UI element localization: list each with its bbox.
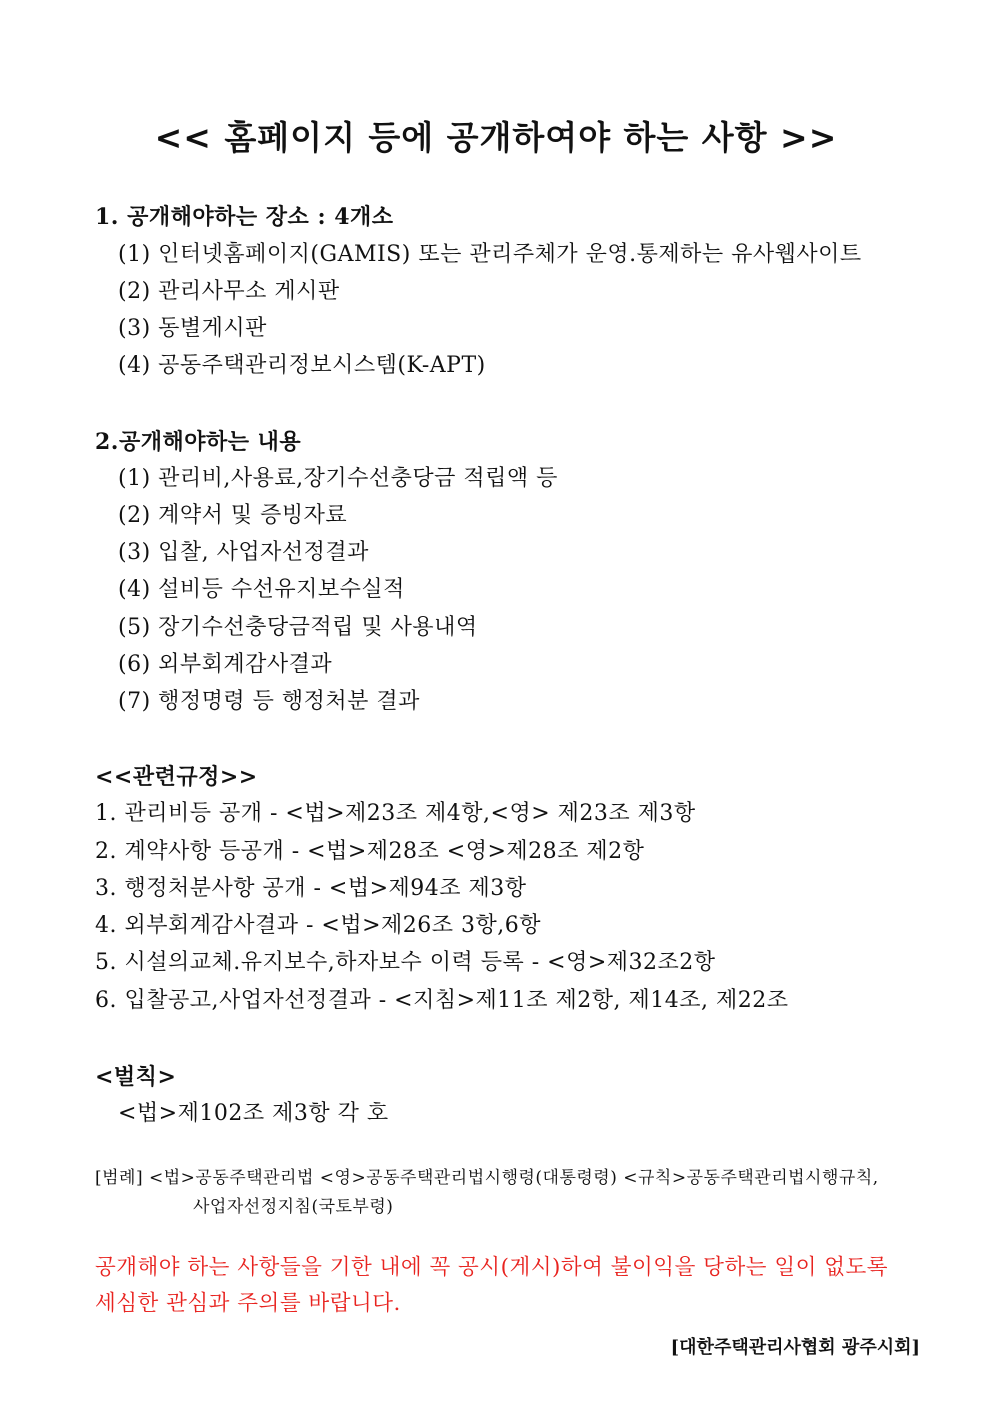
signature: [대한주택관리사협회 광주시회] <box>670 1337 920 1358</box>
regulation-item: 1. 관리비등 공개 - <법>제23조 제4항,<영> 제23조 제3항 <box>95 801 696 826</box>
section3-heading: <<관련규정>> <box>95 764 258 790</box>
section1-item: (4) 공동주택관리정보시스템(K-APT) <box>118 353 486 378</box>
section2-heading: 2.공개해야하는 내용 <box>95 429 302 455</box>
section1-heading: 1. 공개해야하는 장소 : 4개소 <box>95 204 394 230</box>
section2-item: (1) 관리비,사용료,장기수선충당금 적립액 등 <box>118 466 558 491</box>
warning-line-1: 공개해야 하는 사항들을 기한 내에 꼭 공시(게시)하여 불이익을 당하는 일이 없도록 <box>95 1255 888 1280</box>
page-title: << 홈페이지 등에 공개하여야 하는 사항 >> <box>154 118 838 157</box>
section2-item: (5) 장기수선충당금적립 및 사용내역 <box>118 615 478 640</box>
regulation-item: 2. 계약사항 등공개 - <법>제28조 <영>제28조 제2항 <box>95 839 645 864</box>
legend-line-1: [범례] <법>공동주택관리법 <영>공동주택관리법시행령(대통령령) <규칙>공동주택관리법시행규칙, <box>95 1168 879 1188</box>
regulation-item: 4. 외부회계감사결과 - <법>제26조 3항,6항 <box>95 913 542 938</box>
section1-item: (1) 인터넷홈페이지(GAMIS) 또는 관리주체가 운영.통제하는 유사웹사이트 <box>118 242 862 267</box>
regulation-item: 6. 입찰공고,사업자선정결과 - <지침>제11조 제2항, 제14조, 제22조 <box>95 988 789 1013</box>
section2-item: (2) 계약서 및 증빙자료 <box>118 503 348 528</box>
penalty-heading: <벌칙> <box>95 1064 177 1090</box>
section1-item: (2) 관리사무소 게시판 <box>118 279 340 304</box>
section2-item: (4) 설비등 수선유지보수실적 <box>118 577 405 602</box>
regulation-item: 3. 행정처분사항 공개 - <법>제94조 제3항 <box>95 876 527 901</box>
legend-line-2: 사업자선정지침(국토부령) <box>193 1197 394 1217</box>
warning-line-2: 세심한 관심과 주의를 바랍니다. <box>95 1291 401 1316</box>
section2-item: (3) 입찰, 사업자선정결과 <box>118 540 369 565</box>
penalty-item: <법>제102조 제3항 각 호 <box>118 1101 389 1126</box>
section1-item: (3) 동별게시판 <box>118 316 267 341</box>
section2-item: (6) 외부회계감사결과 <box>118 652 333 677</box>
regulation-item: 5. 시설의교체.유지보수,하자보수 이력 등록 - <영>제32조2항 <box>95 950 716 975</box>
section2-item: (7) 행정명령 등 행정처분 결과 <box>118 689 420 714</box>
